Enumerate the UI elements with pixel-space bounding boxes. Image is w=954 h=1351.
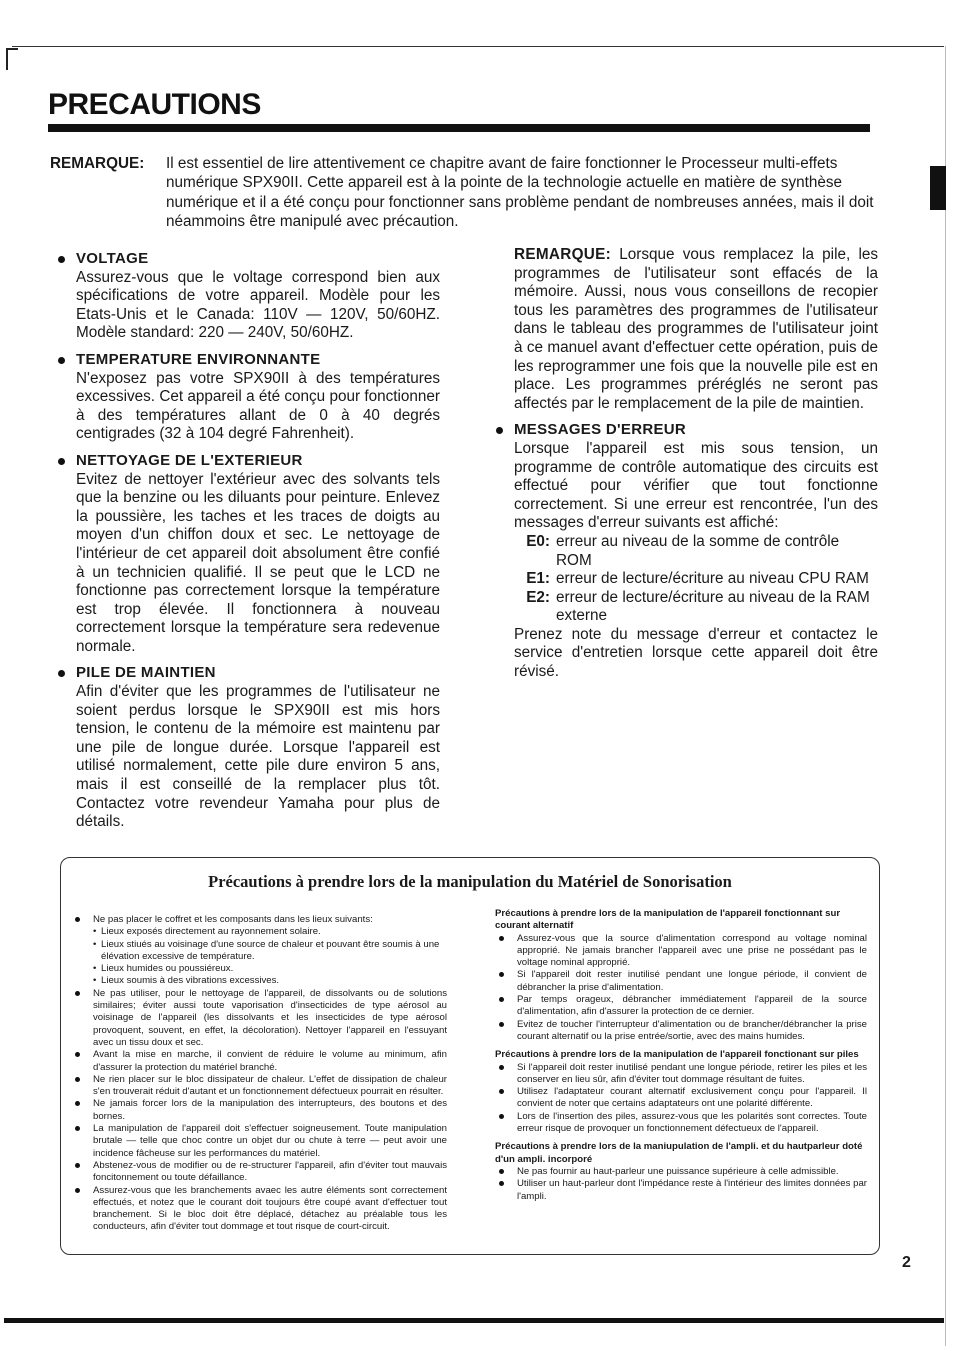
section-body: N'exposez pas votre SPX90II à des températures excessives. Cet appareil a été conçu pour fonctionner à des températures allant de 0 à 40 degrés centigrades (32 à 104 degré Fahrenheit). xyxy=(76,369,440,443)
box-left-column xyxy=(71,914,447,1234)
sub-bullet-icon: • xyxy=(93,963,97,975)
page-number: 2 xyxy=(902,1254,911,1271)
item-text: Lors de l'insertion des piles, assurez-vous que les polarités sont correctes. Toute erreur risque de provoquer un fonctionnement défectueux de l'appareil. xyxy=(517,1110,867,1135)
messages-intro: Lorsque l'appareil est mis sous tension, un programme de contrôle automatique des circuits est effectué pour vérifier que tout fonctionne correctement. Si une erreur est rencontrée, l'un des messages d'erreur suivants est affiché: xyxy=(514,439,878,532)
box-list-item xyxy=(495,933,867,970)
bullet-icon xyxy=(499,1181,504,1186)
section-tab-marker xyxy=(930,166,946,210)
section-temperature xyxy=(58,351,440,444)
box-list-item xyxy=(495,1019,867,1044)
box-sub-item xyxy=(71,926,447,938)
page-edge xyxy=(945,46,946,1346)
heading-text: TEMPERATURE ENVIRONNANTE xyxy=(76,350,321,368)
bullet-icon xyxy=(499,972,504,977)
heading-text: VOLTAGE xyxy=(76,250,149,267)
sub-bullet-icon: • xyxy=(93,975,97,987)
item-text: Ne rien placer sur le bloc dissipateur de chaleur. L'effet de dissipation de chaleur s'en trouverait réduit d'autant et un fonctionnement défectueux pourrait en résulter. xyxy=(93,1073,447,1098)
note-label: REMARQUE: xyxy=(514,246,612,263)
box-group-heading: Précautions à prendre lors de la manipulation de l'appareil fonctionant sur piles xyxy=(495,1049,859,1061)
bullet-icon xyxy=(499,1114,504,1119)
item-text: Si l'appareil doit rester inutilisé pendant une longue période, il convient de débrancher la prise d'alimentation. xyxy=(517,969,867,993)
item-text: Ne pas fournir au haut-parleur une puissance supérieure à celle admissible. xyxy=(517,1165,839,1177)
box-right-column xyxy=(495,908,867,1203)
bullet-icon xyxy=(75,1126,80,1131)
bullet-icon xyxy=(58,458,65,465)
box-list-item xyxy=(71,1049,447,1074)
note-text: Lorsque vous remplacez la pile, les programmes de l'utilisateur sont effacés de la mémoire. Aussi, nous vous conseillons de recopier tous les paramètres des programmes de l'utilisateur dans le tableau des programmes de l'utilisateur joint à ce manuel avant d'effectuer cette opération, puis de les reprogrammer une fois que la nouvelle pile est en place. Les programmes préréglés ne seront pas affectés par le remplacement de la pile de maintien. xyxy=(514,246,878,412)
box-list-item xyxy=(71,1185,447,1234)
crop-mark-vertical xyxy=(6,48,8,70)
top-rule xyxy=(12,46,944,47)
section-body: Assurez-vous que le voltage correspond bien aux spécifications de votre appareil. Modèle pour les Etats-Unis et le Canada: 110V — 120V, 50/60HZ. Modèle standard: 220 — 240V, 50/60HZ. xyxy=(76,268,440,342)
bullet-icon xyxy=(58,256,65,263)
item-text: Assurez-vous que la source d'alimentation correspond au voltage nominal approprié. Ne jamais brancher l'appareil avec une prise ne possédant pas le voltage nominal approprié. xyxy=(517,932,867,969)
error-row xyxy=(496,589,878,626)
section-body: Afin d'éviter que les programmes de l'utilisateur ne soient perdus lorsque le SPX90II est mis hors tension, le contenu de la mémoire est maintenu par une pile de longue durée. Lorsque l'appareil est utilisé normalement, cette pile dure environ 5 ans, mais il est conseillé de la remplacer plus tôt. Contactez votre revendeur Yamaha pour plus de détails. xyxy=(76,683,440,831)
section-voltage xyxy=(58,250,440,343)
box-list-item xyxy=(495,1166,867,1178)
sub-bullet-icon: • xyxy=(93,938,97,950)
bullet-icon xyxy=(499,1089,504,1094)
section-heading xyxy=(496,421,878,440)
item-text: Ne pas placer le coffret et les composants dans les lieux suivants: xyxy=(93,914,373,925)
bullet-icon xyxy=(499,1169,504,1174)
item-text: Avant la mise en marche, il convient de réduire le volume au minimum, afin d'assurer la protection du matériel branché. xyxy=(93,1049,447,1073)
bullet-icon xyxy=(58,670,65,677)
item-text: Utilisez l'adaptateur courant alternatif exclusivement conçu pour l'appareil. Il convient de noter que certains adaptateurs ont une polarité différente. xyxy=(517,1086,867,1110)
error-row xyxy=(496,533,878,570)
sub-item-text: Lieux soumis à des vibrations excessives. xyxy=(101,975,280,987)
box-sub-item xyxy=(71,963,447,975)
bullet-icon xyxy=(75,1101,80,1106)
section-nettoyage xyxy=(58,452,440,657)
error-text: erreur au niveau de la somme de contrôle ROM xyxy=(556,532,840,569)
messages-outro: Prenez note du message d'erreur et contactez le service d'entretien lorsque cette appareil doit être révisé. xyxy=(514,625,878,681)
page-title: PRECAUTIONS xyxy=(48,88,261,121)
error-code: E1: xyxy=(526,570,550,588)
box-list-item xyxy=(495,969,867,994)
sound-equipment-precautions-box xyxy=(60,857,880,1255)
item-text: Abstenez-vous de modifier ou de re-structurer l'appareil, afin d'éviter tout mauvais foncitonnement ou toute défaillance. xyxy=(93,1159,447,1184)
box-list-item xyxy=(495,1111,867,1136)
bullet-icon xyxy=(75,1163,80,1168)
item-text: Evitez de toucher l'interrupteur d'alimentation ou de brancher/débrancher la prise courant alternatif ou la prise entrée/sortie, avec des mains humides. xyxy=(517,1018,867,1042)
box-title: Précautions à prendre lors de la manipulation du Matériel de Sonorisation xyxy=(208,872,732,891)
error-row xyxy=(496,570,878,589)
sub-item-text: Lieux stiués au voisinage d'une source de chaleur et pouvant être soumis à une élévation excessive de température. xyxy=(101,938,440,962)
intro-text: Il est essentiel de lire attentivement ce chapitre avant de faire fonctionner le Processeur multi-effets numérique SPX90II. Cette appareil est à la pointe de la technologie actuelle en matière de synthèse numérique et il a été conçu pour fonctionner sans problème pendant de nombreuses années, mais il doit néammoins être manipulé avec précaution. xyxy=(166,155,874,231)
box-list-item xyxy=(495,1178,867,1203)
box-sub-item xyxy=(71,939,447,964)
section-messages xyxy=(496,421,878,681)
sub-item-text: Lieux humides ou poussiéreux. xyxy=(101,963,234,975)
box-list-item xyxy=(71,988,447,1049)
section-heading xyxy=(58,351,440,370)
box-list-item xyxy=(71,914,447,926)
item-text: Ne jamais forcer lors de la manipulation des interrupteurs, des boutons et des bornes. xyxy=(93,1098,447,1122)
box-group-heading: Précautions à prendre lors de la manipulation de l'appareil fonctionnant sur courant alternatif xyxy=(495,908,841,932)
bullet-icon xyxy=(499,1022,504,1027)
title-rule xyxy=(48,124,870,132)
sub-item-text: Lieux exposés directement au rayonnement solaire. xyxy=(101,926,321,938)
error-text: erreur de lecture/écriture au niveau de la RAM externe xyxy=(556,588,870,625)
item-text: Par temps orageux, débrancher immédiatement l'appareil de la source d'alimentation, afin d'assurer la protection de ce dernier. xyxy=(517,994,867,1018)
intro-note xyxy=(50,154,880,232)
box-list-item xyxy=(495,1062,867,1087)
section-heading xyxy=(58,664,440,683)
section-heading xyxy=(58,452,440,471)
bullet-icon xyxy=(75,917,80,922)
bullet-icon xyxy=(75,1077,80,1082)
item-text: Ne pas utiliser, pour le nettoyage de l'appareil, de dissolvants ou de solutions similaires; éviter aussi toute vaporisation d'insecticides de type aérosol au voisinage de l'appareil (les dissolvants et les insecticides de type aérosol provoquent, souvent, en effet, la décoloration). Nettoyer l'appareil en l'essuyant avec un tissu doux et sec. xyxy=(93,987,447,1048)
heading-text: PILE DE MAINTIEN xyxy=(76,664,216,682)
bullet-icon xyxy=(499,936,504,941)
error-code: E2: xyxy=(526,588,550,606)
section-pile xyxy=(58,664,440,831)
bullet-icon xyxy=(75,991,80,996)
left-column xyxy=(58,250,440,840)
bullet-icon xyxy=(496,427,503,434)
sub-bullet-icon: • xyxy=(93,926,97,938)
box-list-item xyxy=(71,1123,447,1160)
bullet-icon xyxy=(58,357,65,364)
box-list-item xyxy=(71,1098,447,1123)
box-group-heading: Précautions à prendre lors de la maniupulation de l'ampli. et du hautparleur doté d'un ampli. incorporé xyxy=(495,1141,863,1165)
item-text: Utiliser un haut-parleur dont l'impédance reste à l'intérieur des limites données par l'ampli. xyxy=(517,1178,867,1202)
intro-label: REMARQUE: xyxy=(50,155,145,172)
bullet-icon xyxy=(499,997,504,1002)
section-heading xyxy=(58,250,440,269)
heading-text: MESSAGES D'ERREUR xyxy=(514,421,687,439)
box-sub-item xyxy=(71,975,447,987)
heading-text: NETTOYAGE DE L'EXTERIEUR xyxy=(76,451,303,469)
box-list-item xyxy=(71,1074,447,1099)
crop-mark-horizontal xyxy=(6,48,18,50)
error-text: erreur de lecture/écriture au niveau CPU RAM xyxy=(556,570,869,588)
box-list-item xyxy=(71,1160,447,1185)
battery-note xyxy=(496,246,878,413)
section-body: Evitez de nettoyer l'extérieur avec des solvants tels que la benzine ou les diluants pour peinture. Enlevez la poussière, les taches et les traces de doigts au moyen d'un chiffon doux et sec. Le nettoyage de l'intérieur de cet appareil doit absolument être confié à un technicien qualifié. Il se peut que le LCD ne fonctionne pas correctement lorsque la température est trop élevée. Il fonctionnera à nouveau correctement lorsque la température sera redevenue normale. xyxy=(76,470,440,655)
box-list-item xyxy=(495,994,867,1019)
item-text: La manipulation de l'appareil doit s'effectuer soigneusement. Toute manipulation brutale — telle que choc contre un objet dur ou chute à terre — peut avoir une incidence fâcheuse sur les performances du matériel. xyxy=(93,1123,447,1159)
item-text: Si l'appareil doit rester inutilisé pendant une longue période, retirer les piles et les conserver en lieu sûr, afin d'éviter tout dommage résultant de fuites. xyxy=(517,1061,867,1085)
bottom-rule xyxy=(4,1318,944,1323)
bullet-icon xyxy=(499,1065,504,1070)
item-text: Assurez-vous que les branchements avaec les autre éléments sont correctement effectués, et notez que le courant doit toujours être coupé avant d'effectuer tout branchement. Si le bloc doit être déplacé, détachez au préalable tous les conducteurs, afin d'éviter tout dommage et tout risque de court-circuit. xyxy=(93,1184,447,1233)
error-code: E0: xyxy=(526,532,550,550)
right-column xyxy=(496,246,878,690)
box-list-item xyxy=(495,1086,867,1111)
bullet-icon xyxy=(75,1052,80,1057)
bullet-icon xyxy=(75,1188,80,1193)
